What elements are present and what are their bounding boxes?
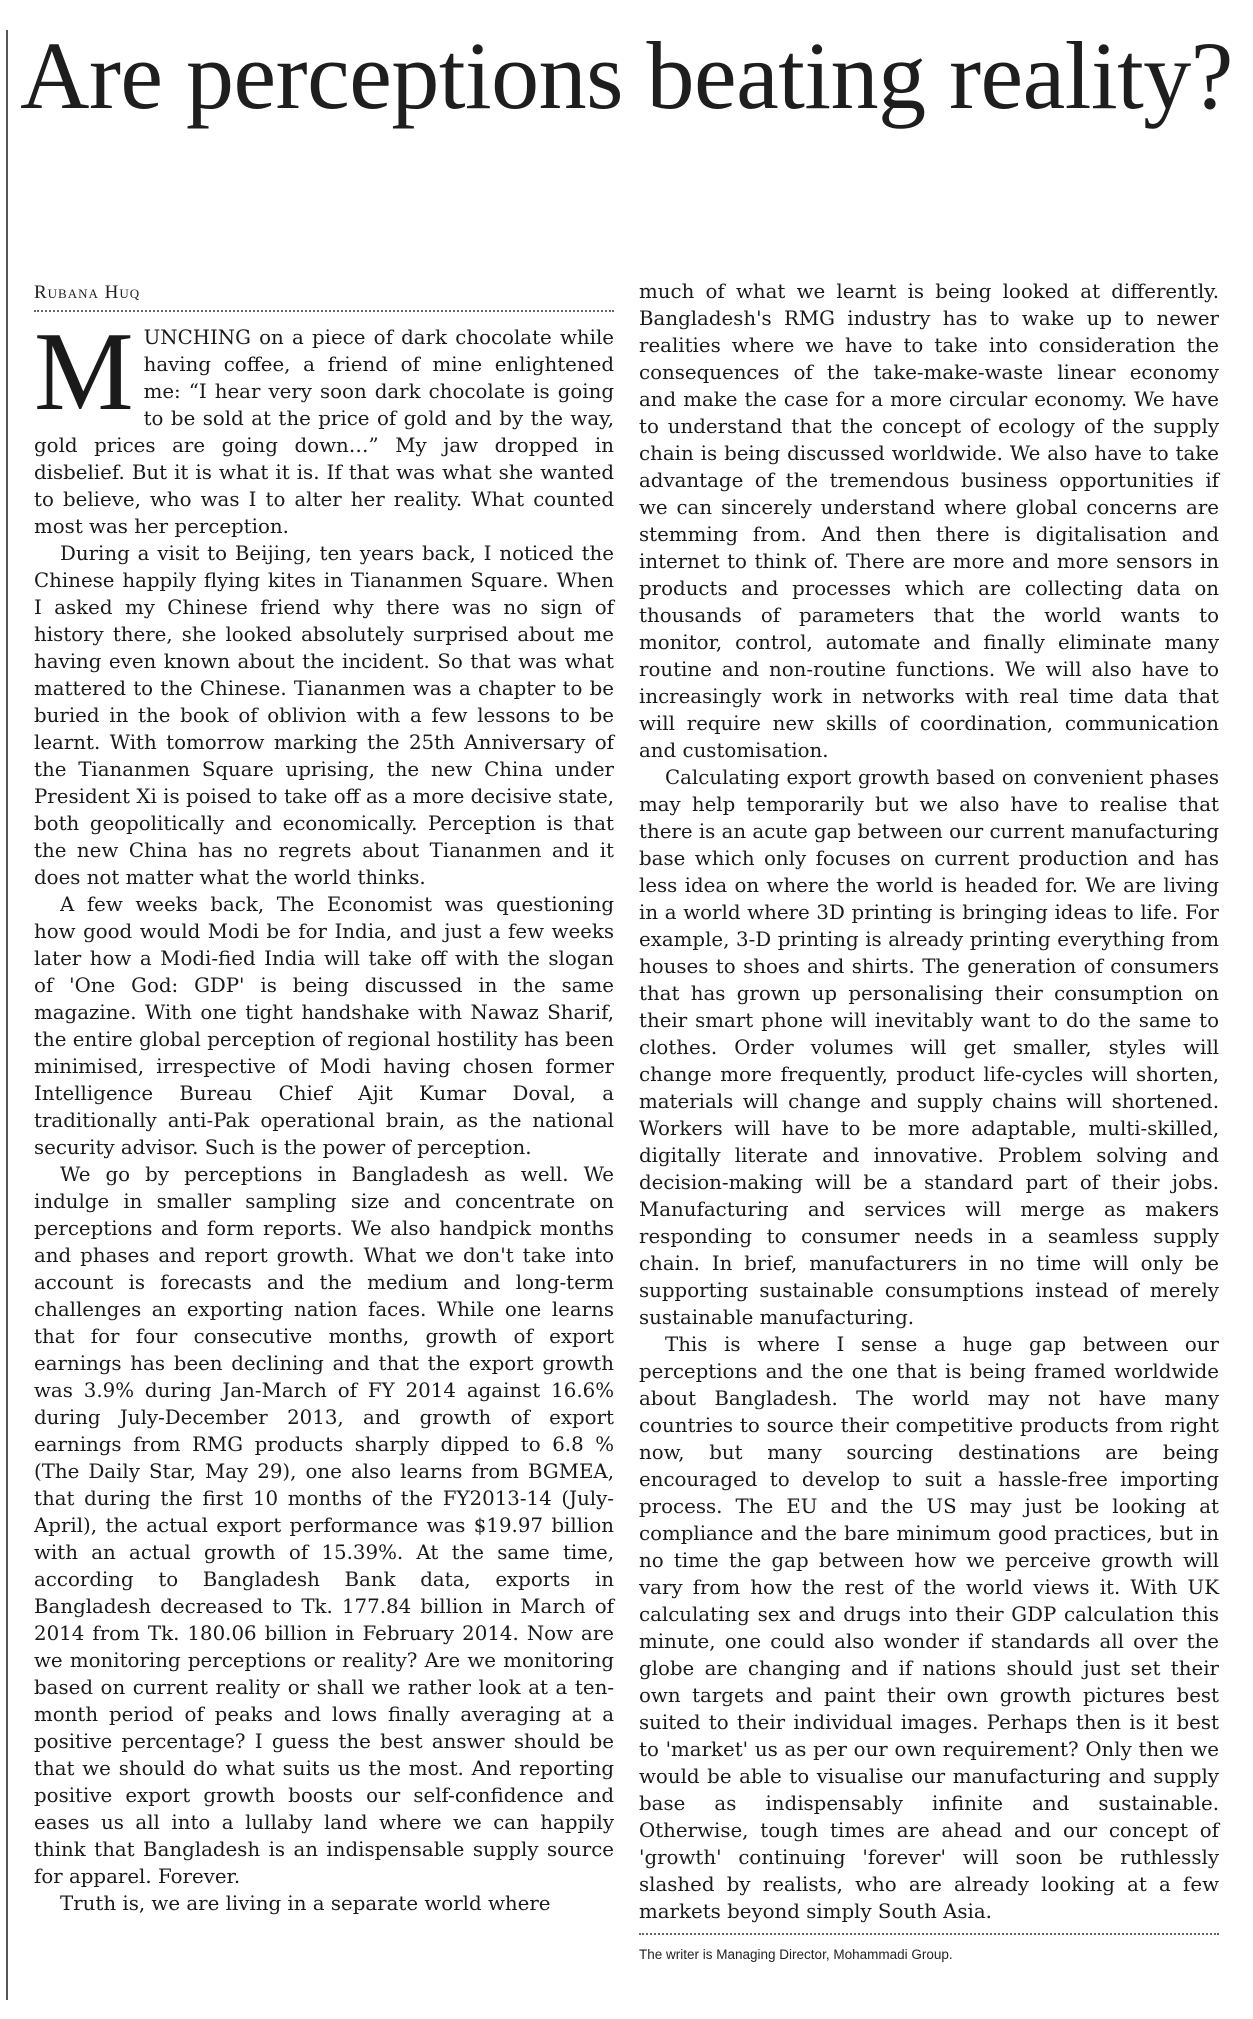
article-columns	[34, 278, 1219, 1998]
headline	[0, 18, 1253, 134]
column-left	[34, 278, 614, 1998]
lead-paragraph	[34, 310, 614, 540]
footer-divider	[639, 1933, 1219, 1935]
paragraph: Calculating export growth based on convenient phases may help temporarily but we also have to realise that there is an acute gap between our current manufacturing base which only focuses on current production and has less idea on where the world is headed for. We are living in a world where 3D printing is bringing ideas to life. For example, 3-D printing is already printing everything from houses to shoes and shirts. The generation of consumers that has grown up personalising their consumption on their smart phone will inevitably want to do the same to clothes. Order volumes will get smaller, styles will change more frequently, product life-cycles will shorten, materials will change and supply chains will shortened. Workers will have to be more adaptable, multi-skilled, digitally literate and innovative. Problem solving and decision-making will be a standard part of their jobs. Manufacturing and services will merge as makers responding to consumer needs in a seamless supply chain. In brief, manufacturers in no time will only be supporting sustainable consumptions instead of merely sustainable manufacturing.	[639, 766, 1219, 1329]
byline	[34, 282, 614, 312]
paragraph: A few weeks back, The Economist was questioning how good would Modi be for India, and just a few weeks later how a Modi-fied India will take off with the slogan of 'One God: GDP' is being discussed in the same magazine. With one tight handshake with Nawaz Sharif, the entire global perception of regional hostility has been minimised, irrespective of Modi having chosen former Intelligence Bureau Chief Ajit Kumar Doval, a traditionally anti-Pak operational brain, as the national security advisor. Such is the power of perception.	[34, 893, 614, 1159]
column-right	[639, 278, 1219, 1998]
paragraph: We go by perceptions in Bangladesh as well. We indulge in smaller sampling size and concentrate on perceptions and form reports. We also handpick months and phases and report growth. What we don't take into account is forecasts and the medium and long-term challenges an exporting nation faces. While one learns that for four consecutive months, growth of export earnings has been declining and that the export growth was 3.9% during Jan-March of FY 2014 against 16.6% during July-December 2013, and growth of export earnings from RMG products sharply dipped to 6.8 % (The Daily Star, May 29), one also learns from BGMEA, that during the first 10 months of the FY2013-14 (July-April), the actual export performance was $19.97 billion with an actual growth of 15.39%. At the same time, according to Bangladesh Bank data, exports in Bangladesh decreased to Tk. 177.84 billion in March of 2014 from Tk. 180.06 billion in February 2014. Now are we monitoring perceptions or reality? Are we monitoring based on current reality or shall we rather look at a ten-month period of peaks and lows finally averaging at a positive percentage? I guess the best answer should be that we should do what suits us the most. And reporting positive export growth boosts our self-confidence and eases us all into a lullaby land where we can happily think that Bangladesh is an indispensable supply source for apparel. Forever.	[34, 1163, 614, 1888]
paragraph: much of what we learnt is being looked at differently. Bangladesh's RMG industry has to wake up to newer realities where we have to take into consideration the consequences of the take-make-waste linear economy and make the case for a more circular economy. We have to understand that the concept of ecology of the supply chain is being discussed worldwide. We also have to take advantage of the tremendous business opportunities if we can sincerely understand where global concerns are stemming from. And then there is digitalisation and internet to think of. There are more and more sensors in products and processes which are collecting data on thousands of parameters that the world wants to monitor, control, automate and finally eliminate many routine and non-routine functions. We will also have to increasingly work in networks with real time data that will require new skills of coordination, communication and customisation.	[639, 280, 1219, 762]
author-name: Rubana Huq	[34, 282, 141, 303]
paragraph: During a visit to Beijing, ten years back, I noticed the Chinese happily flying kites in Tiananmen Square. When I asked my Chinese friend why there was no sign of history there, she looked absolutely surprised about me having even known about the incident. So that was what mattered to the Chinese. Tiananmen was a chapter to be buried in the book of oblivion with a few lessons to be learnt. With tomorrow marking the 25th Anniversary of the Tiananmen Square uprising, the new China under President Xi is poised to take off as a more decisive state, both geopolitically and economically. Perception is that the new China has no regrets about Tiananmen and it does not matter what the world thinks.	[34, 542, 614, 889]
paragraph: Truth is, we are living in a separate world where	[60, 1892, 551, 1915]
drop-cap: M	[34, 310, 134, 434]
writer-note: The writer is Managing Director, Mohammadi Group.	[639, 1947, 953, 1962]
paragraph: This is where I sense a huge gap between our perceptions and the one that is being framed worldwide about Bangladesh. The world may not have many countries to source their competitive products from right now, but many sourcing destinations are being encouraged to develop to suit a hassle-free importing process. The EU and the US may just be looking at compliance and the bare minimum good practices, but in no time the gap between how we perceive growth will vary from how the rest of the world views it. With UK calculating sex and drugs into their GDP calculation this minute, one could also wonder if standards all over the globe are changing and if nations should just set their own targets and paint their own growth pictures best suited to their individual images. Perhaps then is it best to 'market' us as per our own requirement? Only then we would be able to visualise our manufacturing and supply base as indispensably infinite and sustainable. Otherwise, tough times are ahead and our concept of 'growth' continuing 'forever' will soon be ruthlessly slashed by realists, who are already looking at a few markets beyond simply South Asia.	[639, 1333, 1219, 1923]
left-column-rule	[6, 30, 8, 2000]
lead-paragraph-text: UNCHING on a piece of dark chocolate while having coffee, a friend of mine enlightened me: “I hear very soon dark chocolate is going to be sold at the price of gold and by the way, gold prices are going down…” My jaw dropped in disbelief. But it is what it is. If that was what she wanted to believe, who was I to alter her reality. What counted most was her perception.	[34, 326, 614, 538]
headline-text: Are perceptions beating reality?	[20, 22, 1233, 129]
